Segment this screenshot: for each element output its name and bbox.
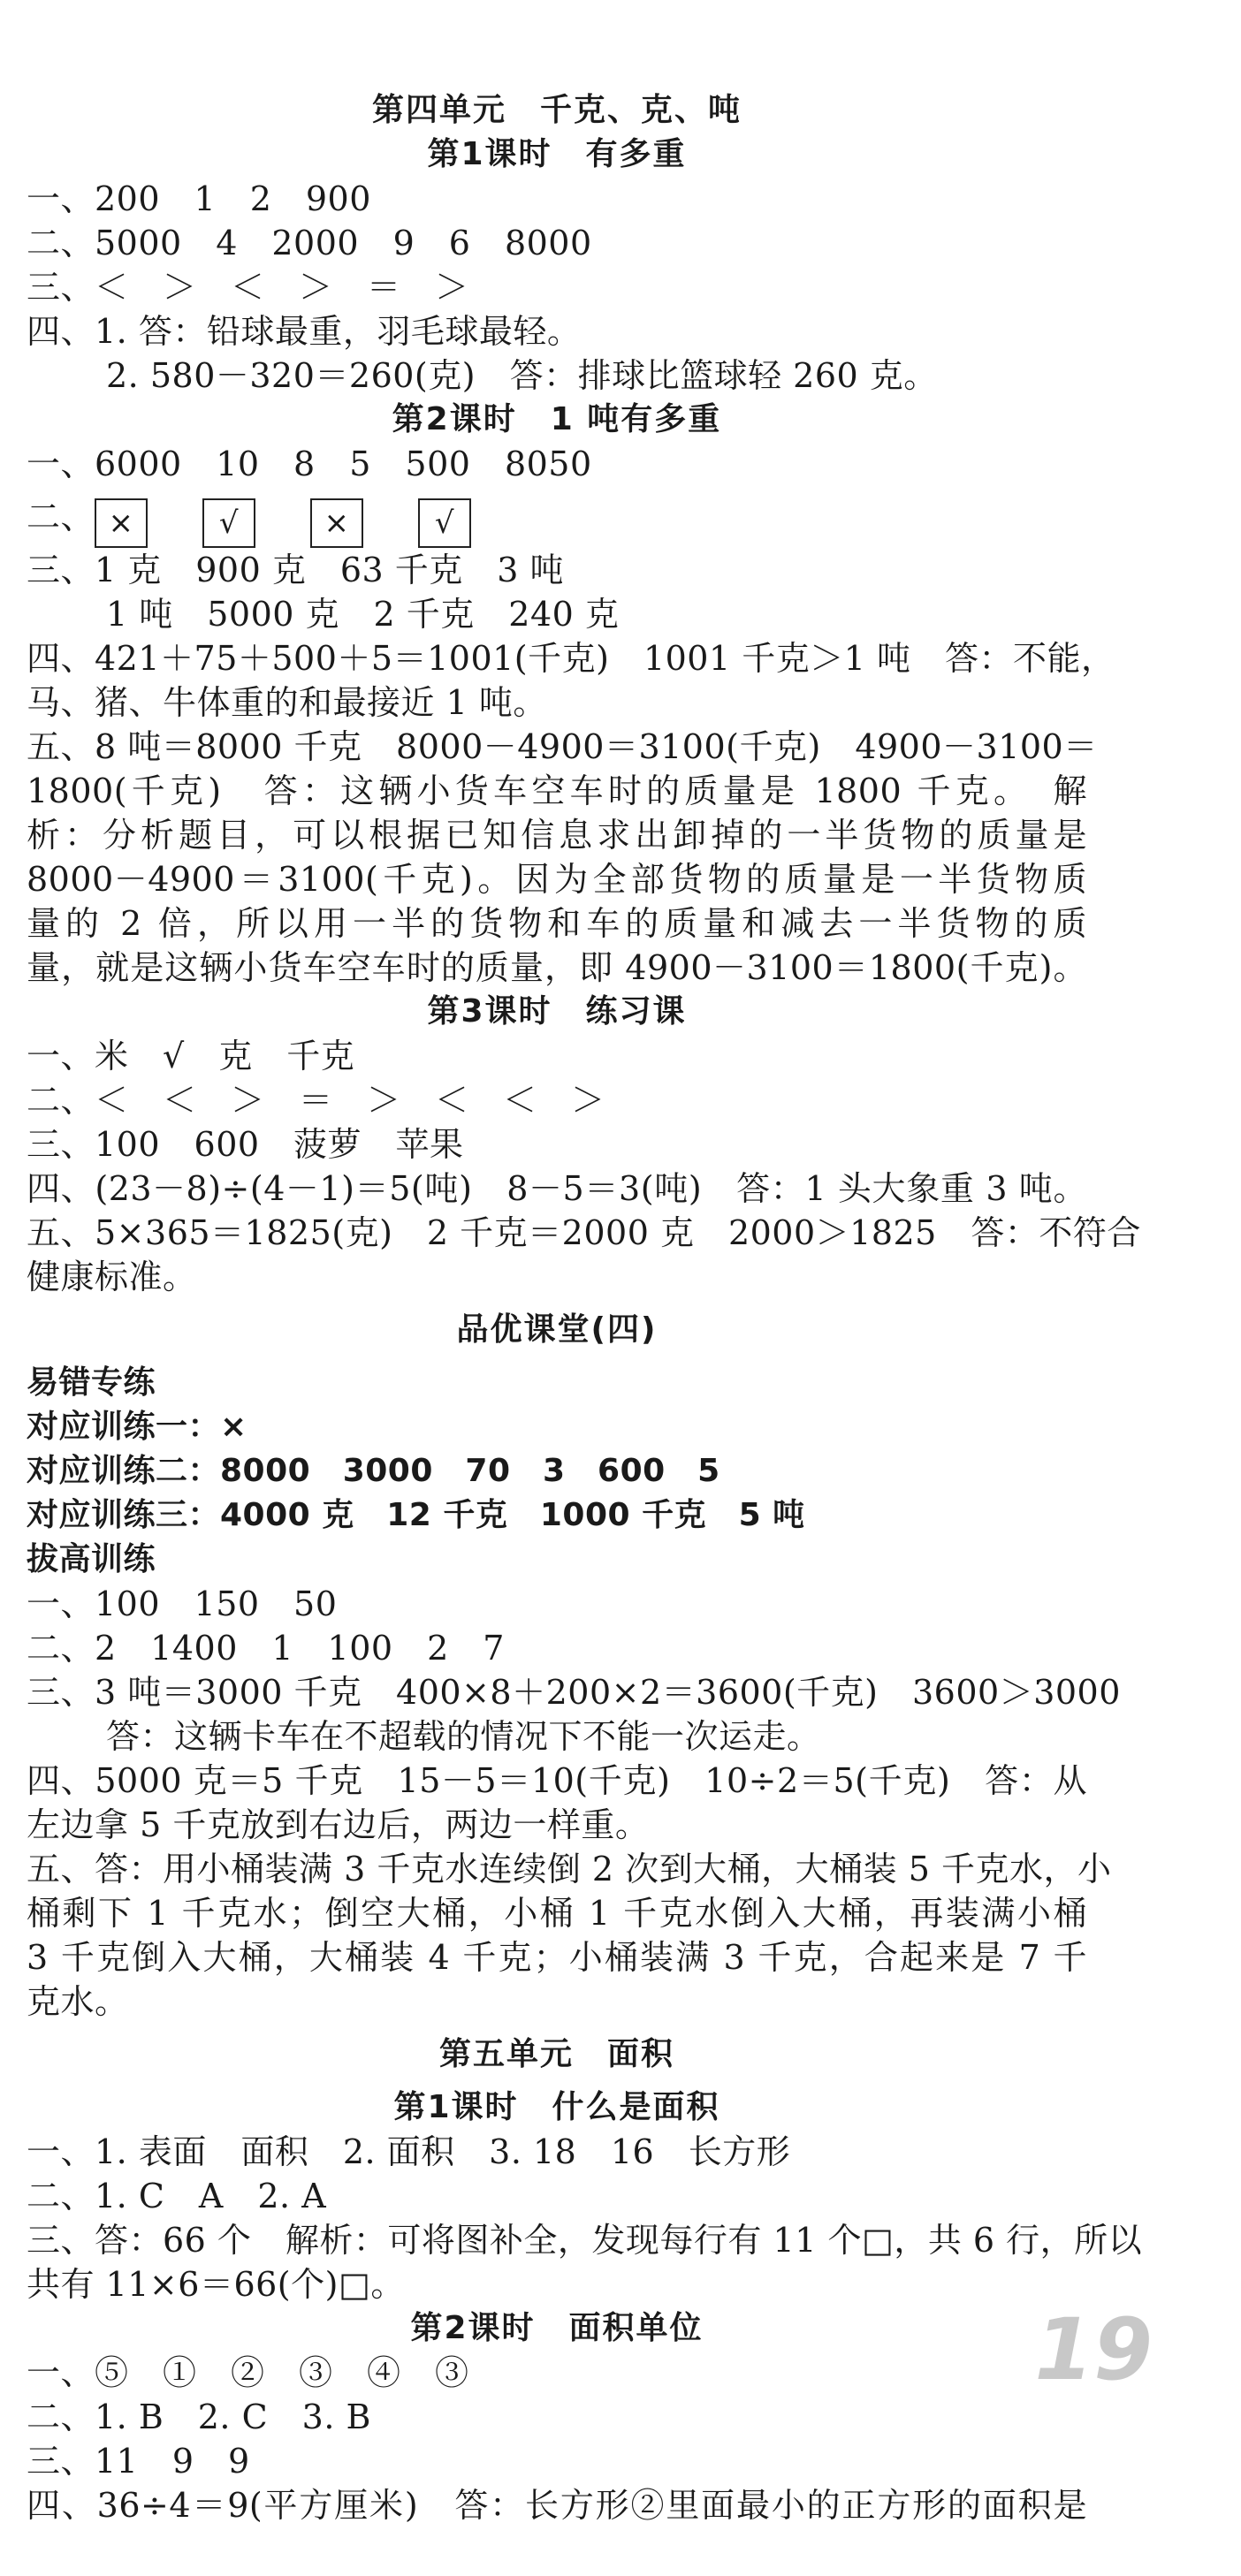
- answer-line: 三、100 600 菠萝 苹果: [27, 1125, 464, 1164]
- cross-mark-box: ×: [310, 498, 363, 548]
- answer-line: 3 千克倒入大桶，大桶装 4 千克；小桶装满 3 千克，合起来是 7 千: [27, 1938, 1087, 1977]
- answer-line: 二、1. C A 2. A: [27, 2177, 327, 2215]
- explanation-line: 8000－4900＝3100(千克)。因为全部货物的质量是一半货物质: [27, 860, 1087, 899]
- practice-line: 对应训练一：×: [27, 1409, 247, 1445]
- answer-line: 二、2 1400 1 100 2 7: [27, 1629, 505, 1668]
- answer-line: 二、＜ ＜ ＞ ＝ ＞ ＜ ＜ ＞: [27, 1081, 605, 1120]
- lesson-title: 第3课时 练习课: [427, 993, 687, 1030]
- judgement-prefix: 二、: [27, 498, 95, 536]
- subsection-title: 易错专练: [27, 1364, 156, 1401]
- practice-line: 对应训练三：4000 克 12 千克 1000 千克 5 吨: [27, 1497, 805, 1533]
- check-mark-box: √: [418, 498, 471, 548]
- answer-line: 一、1. 表面 面积 2. 面积 3. 18 16 长方形: [27, 2132, 791, 2171]
- answer-line: 一、⑤ ① ② ③ ④ ③: [27, 2353, 469, 2392]
- answer-line: 四、1. 答：铅球最重，羽毛球最轻。: [27, 312, 582, 351]
- section-title: 品优课堂(四): [456, 1311, 658, 1348]
- judgement-row: [27, 486, 1087, 548]
- unit-title: 第五单元 面积: [438, 2036, 674, 2072]
- practice-line: 对应训练二：8000 3000 70 3 600 5: [27, 1453, 720, 1489]
- answer-line: 四、5000 克＝5 千克 15－5＝10(千克) 10÷2＝5(千克) 答：从: [27, 1761, 1087, 1800]
- unit-title: 第四单元 千克、克、吨: [371, 92, 742, 128]
- answer-line: 1800(千克) 答：这辆小货车空车时的质量是 1800 千克。 解: [27, 771, 1087, 810]
- answer-line: 二、5000 4 2000 9 6 8000: [27, 224, 592, 262]
- answer-line: 三、3 吨＝3000 千克 400×8＋200×2＝3600(千克) 3600＞3000: [27, 1673, 1121, 1712]
- answer-line: 五、8 吨＝8000 千克 8000－4900＝3100(千克) 4900－3100＝: [27, 727, 1098, 766]
- judgement-boxes: [95, 490, 526, 551]
- answer-line: 一、6000 10 8 5 500 8050: [27, 445, 592, 483]
- explanation-line: 析：分析题目，可以根据已知信息求出卸掉的一半货物的质量是: [27, 816, 1087, 855]
- answer-line: 2. 580－320＝260(克) 答：排球比篮球轻 260 克。: [106, 356, 938, 395]
- explanation-line: 量的 2 倍，所以用一半的货物和车的质量和减去一半货物的质: [27, 904, 1087, 943]
- cross-mark-box: ×: [95, 498, 148, 548]
- answer-line: 一、100 150 50: [27, 1584, 338, 1623]
- answer-line: 一、200 1 2 900: [27, 179, 371, 218]
- lesson-title: 第2课时 面积单位: [410, 2310, 704, 2346]
- answer-line: 一、米 √ 克 千克: [27, 1037, 355, 1075]
- lesson-title: 第1课时 什么是面积: [393, 2089, 720, 2125]
- answer-line: 1 吨 5000 克 2 千克 240 克: [106, 595, 620, 634]
- explanation-line: 量，就是这辆小货车空车时的质量，即 4900－3100＝1800(千克)。: [27, 948, 1087, 987]
- answer-line: 左边拿 5 千克放到右边后，两边一样重。: [27, 1805, 650, 1844]
- check-mark-box: √: [202, 498, 255, 548]
- lesson-title: 第2课时 1 吨有多重: [392, 401, 722, 437]
- answer-line: 四、36÷4＝9(平方厘米) 答：长方形②里面最小的正方形的面积是: [27, 2486, 1087, 2525]
- answer-line: 五、5×365＝1825(克) 2 千克＝2000 克 2000＞1825 答：不符合: [27, 1213, 1141, 1252]
- answer-line: 马、猪、牛体重的和最接近 1 吨。: [27, 683, 547, 722]
- page-number: 19: [1034, 2300, 1153, 2399]
- answer-line: 健康标准。: [27, 1258, 197, 1296]
- answer-line: 四、(23－8)÷(4－1)＝5(吨) 8－5＝3(吨) 答：1 头大象重 3 吨。: [27, 1169, 1087, 1208]
- answer-line: 桶剩下 1 千克水；倒空大桶，小桶 1 千克水倒入大桶，再装满小桶: [27, 1894, 1087, 1933]
- answer-line: 三、＜ ＞ ＜ ＞ ＝ ＞: [27, 268, 469, 307]
- answer-page: [27, 88, 1143, 2527]
- answer-line: 五、答：用小桶装满 3 千克水连续倒 2 次到大桶，大桶装 5 千克水，小: [27, 1850, 1112, 1888]
- answer-line: 二、1. B 2. C 3. B: [27, 2397, 371, 2436]
- answer-line: 四、421＋75＋500＋5＝1001(千克) 1001 千克＞1 吨 答：不能，: [27, 639, 1115, 678]
- answer-line: 三、答：66 个 解析：可将图补全，发现每行有 11 个□，共 6 行，所以: [27, 2221, 1143, 2260]
- answer-line: 共有 11×6＝66(个)□。: [27, 2265, 405, 2304]
- answer-line: 克水。: [27, 1982, 129, 2021]
- answer-line: 三、11 9 9: [27, 2442, 250, 2481]
- subsection-title: 拔高训练: [27, 1541, 156, 1577]
- answer-line: 三、1 克 900 克 63 千克 3 吨: [27, 551, 565, 589]
- lesson-title: 第1课时 有多重: [427, 136, 687, 172]
- answer-line: 答：这辆卡车在不超载的情况下不能一次运走。: [106, 1717, 821, 1756]
